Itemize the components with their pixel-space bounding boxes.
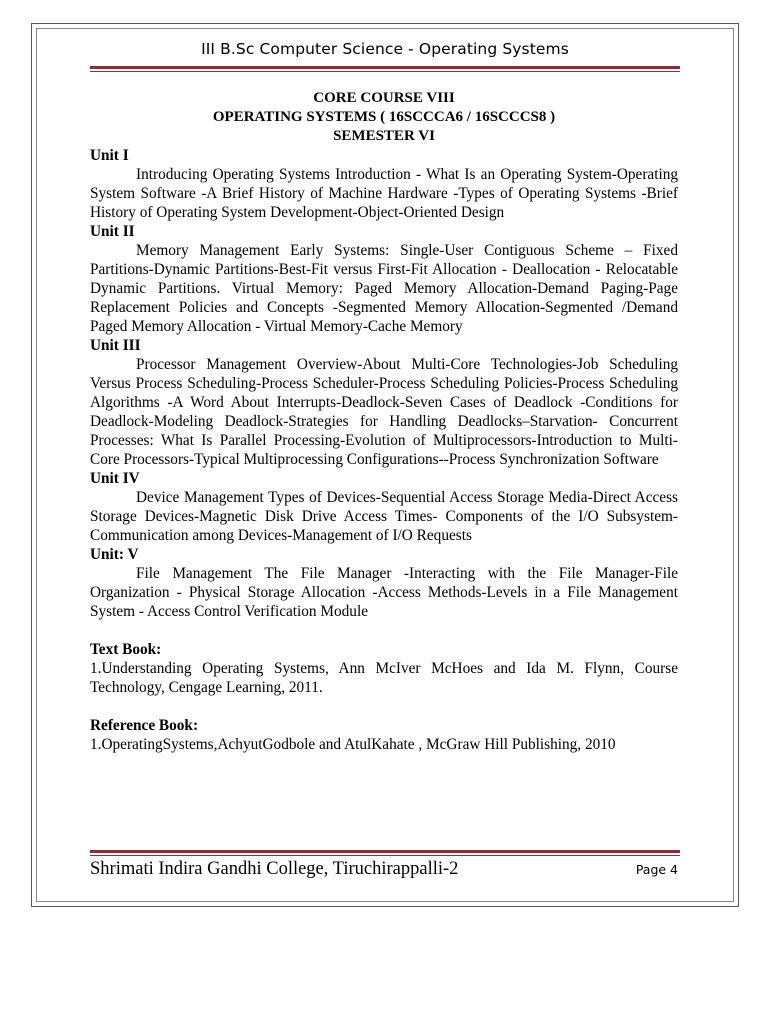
unit-heading: Unit IV <box>90 470 140 487</box>
unit-body: Device Management Types of Devices-Sequential Access Storage Media-Direct Access Storage Devices-Magnetic Disk Drive Access Times- Components of the I/O Subsystem- Communication among Devices-Management of I/O Requests <box>90 489 678 544</box>
spacer <box>90 621 678 640</box>
unit-body: File Management The File Manager -Interacting with the File Manager-File Organization - Physical Storage Allocation -Access Methods-Levels in a File Management System - Access Control Verification Module <box>90 565 678 620</box>
reference-book-heading: Reference Book: <box>90 717 199 734</box>
running-header: III B.Sc Computer Science - Operating Systems <box>201 40 569 58</box>
unit-heading: Unit I <box>90 147 129 164</box>
unit-heading: Unit III <box>90 337 141 354</box>
unit-heading: Unit II <box>90 223 135 240</box>
course-title: CORE COURSE VIII <box>313 90 455 106</box>
document-body <box>90 89 678 754</box>
unit-heading: Unit: V <box>90 546 139 563</box>
page-number: Page 4 <box>635 862 678 877</box>
header-rule-thin <box>90 71 680 72</box>
unit-body: Processor Management Overview-About Multi-Core Technologies-Job Scheduling Versus Process Scheduling-Process Scheduler-Process Scheduling Policies-Process Scheduling Algorithms -A Word About Interrupts-Deadlock-Seven Cases of Deadlock -Conditions for Deadlock-Modeling Deadlock-Strategies for Handling Deadlocks–Starvation- Concurrent Processes: What Is Parallel Processing-Evolution of Multiprocessors-Introduction to Multi-Core Processors-Typical Multiprocessing Configurations--Process Synchronization Software <box>90 356 678 468</box>
text-book-entry: 1.Understanding Operating Systems, Ann McIver McHoes and Ida M. Flynn, Course Technology, Cengage Learning, 2011. <box>90 660 678 696</box>
unit-body: Memory Management Early Systems: Single-User Contiguous Scheme – Fixed Partitions-Dynamic Partitions-Best-Fit versus First-Fit Allocation - Deallocation - Relocatable Dynamic Partitions. Virtual Memory: Paged Memory Allocation-Demand Paging-Page Replacement Policies and Concepts -Segmented Memory Allocation-Segmented /Demand Paged Memory Allocation - Virtual Memory-Cache Memory <box>90 242 678 335</box>
text-book-heading: Text Book: <box>90 641 162 658</box>
unit-body: Introducing Operating Systems Introduction - What Is an Operating System-Operating System Software -A Brief History of Machine Hardware -Types of Operating Systems -Brief History of Operating System Development-Object-Oriented Design <box>90 166 678 221</box>
reference-book-entry: 1.OperatingSystems,AchyutGodbole and AtulKahate , McGraw Hill Publishing, 2010 <box>90 736 616 753</box>
footer-rule-thick <box>90 850 680 853</box>
footer-college-name: Shrimati Indira Gandhi College, Tiruchirappalli-2 <box>90 859 459 879</box>
subject-title: OPERATING SYSTEMS ( 16SCCCA6 / 16SCCCS8 ) <box>212 109 556 125</box>
footer-rule-thin <box>90 855 680 856</box>
spacer <box>90 697 678 716</box>
header-rule-thick <box>90 66 680 69</box>
semester-title: SEMESTER VI <box>333 128 435 144</box>
